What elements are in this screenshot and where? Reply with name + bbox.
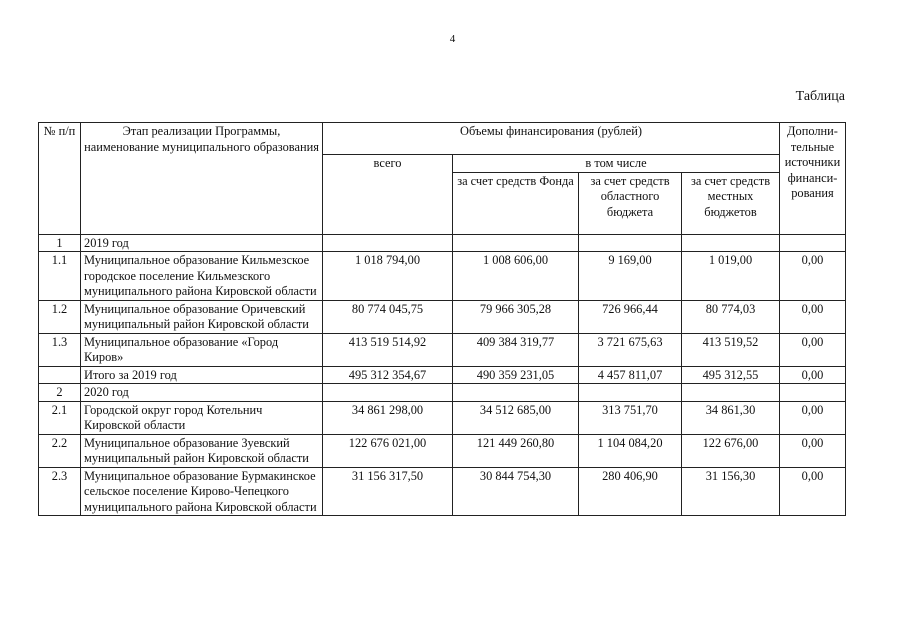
- cell-fund: 1 008 606,00: [453, 252, 579, 301]
- cell-total: 1 018 794,00: [323, 252, 453, 301]
- header-volumes: Объемы финансирования (рублей): [323, 123, 780, 155]
- cell-additional: 0,00: [780, 467, 846, 516]
- section-row: [39, 234, 846, 252]
- cell-num: 1.3: [39, 333, 81, 366]
- cell-name: 2019 год: [81, 234, 323, 252]
- cell-empty: [682, 384, 780, 402]
- cell-num: [39, 366, 81, 384]
- cell-local: 1 019,00: [682, 252, 780, 301]
- cell-additional: 0,00: [780, 366, 846, 384]
- total-row: [39, 366, 846, 384]
- cell-empty: [682, 234, 780, 252]
- cell-num: 2.1: [39, 401, 81, 434]
- cell-total: 80 774 045,75: [323, 300, 453, 333]
- cell-local: 34 861,30: [682, 401, 780, 434]
- cell-total: 495 312 354,67: [323, 366, 453, 384]
- cell-name: Муниципальное образование Оричевский муниципальный район Кировской области: [81, 300, 323, 333]
- cell-empty: [780, 234, 846, 252]
- cell-name: Муниципальное образование Бурмакинское сельское поселение Кирово-Чепецкого муниципального района Кировской области: [81, 467, 323, 516]
- header-num: № п/п: [39, 123, 81, 235]
- cell-regional: 1 104 084,20: [579, 434, 682, 467]
- cell-name: Городской округ город Котельнич Кировской области: [81, 401, 323, 434]
- header-total: всего: [323, 155, 453, 235]
- cell-num: 2: [39, 384, 81, 402]
- cell-empty: [453, 234, 579, 252]
- page-number: 4: [449, 33, 456, 45]
- section-row: [39, 384, 846, 402]
- cell-additional: 0,00: [780, 333, 846, 366]
- header-stage: Этап реализации Программы, наименование муниципального образования: [81, 123, 323, 235]
- cell-fund: 30 844 754,30: [453, 467, 579, 516]
- cell-num: 1: [39, 234, 81, 252]
- table-caption: Таблица: [795, 89, 845, 104]
- cell-empty: [453, 384, 579, 402]
- header-additional: Дополни-тельные источники финанси-рования: [780, 123, 846, 235]
- cell-empty: [579, 384, 682, 402]
- cell-regional: 726 966,44: [579, 300, 682, 333]
- cell-total: 413 519 514,92: [323, 333, 453, 366]
- cell-num: 2.2: [39, 434, 81, 467]
- cell-num: 1.1: [39, 252, 81, 301]
- cell-empty: [323, 384, 453, 402]
- cell-name: 2020 год: [81, 384, 323, 402]
- cell-local: 495 312,55: [682, 366, 780, 384]
- cell-local: 31 156,30: [682, 467, 780, 516]
- table-row: [39, 252, 846, 301]
- cell-additional: 0,00: [780, 252, 846, 301]
- financing-table: [38, 122, 846, 516]
- header-fund: за счет средств Фонда: [453, 172, 579, 234]
- cell-empty: [323, 234, 453, 252]
- cell-fund: 79 966 305,28: [453, 300, 579, 333]
- cell-empty: [579, 234, 682, 252]
- cell-additional: 0,00: [780, 300, 846, 333]
- table-row: [39, 300, 846, 333]
- cell-fund: 490 359 231,05: [453, 366, 579, 384]
- cell-total: 122 676 021,00: [323, 434, 453, 467]
- cell-num: 2.3: [39, 467, 81, 516]
- cell-regional: 280 406,90: [579, 467, 682, 516]
- cell-regional: 9 169,00: [579, 252, 682, 301]
- table-row: [39, 467, 846, 516]
- cell-name: Муниципальное образование «Город Киров»: [81, 333, 323, 366]
- cell-name: Итого за 2019 год: [81, 366, 323, 384]
- cell-fund: 34 512 685,00: [453, 401, 579, 434]
- cell-local: 122 676,00: [682, 434, 780, 467]
- cell-total: 34 861 298,00: [323, 401, 453, 434]
- cell-fund: 409 384 319,77: [453, 333, 579, 366]
- cell-regional: 4 457 811,07: [579, 366, 682, 384]
- cell-regional: 313 751,70: [579, 401, 682, 434]
- cell-empty: [780, 384, 846, 402]
- cell-name: Муниципальное образование Зуевский муниципальный район Кировской области: [81, 434, 323, 467]
- header-including: в том числе: [453, 155, 780, 173]
- table-row: [39, 333, 846, 366]
- cell-num: 1.2: [39, 300, 81, 333]
- cell-local: 413 519,52: [682, 333, 780, 366]
- table-row: [39, 434, 846, 467]
- header-local: за счет средств местных бюджетов: [682, 172, 780, 234]
- header-regional: за счет средств областного бюджета: [579, 172, 682, 234]
- cell-local: 80 774,03: [682, 300, 780, 333]
- table-row: [39, 401, 846, 434]
- cell-additional: 0,00: [780, 401, 846, 434]
- cell-fund: 121 449 260,80: [453, 434, 579, 467]
- cell-name: Муниципальное образование Кильмезское городское поселение Кильмезского муниципального района Кировской области: [81, 252, 323, 301]
- cell-total: 31 156 317,50: [323, 467, 453, 516]
- cell-additional: 0,00: [780, 434, 846, 467]
- cell-regional: 3 721 675,63: [579, 333, 682, 366]
